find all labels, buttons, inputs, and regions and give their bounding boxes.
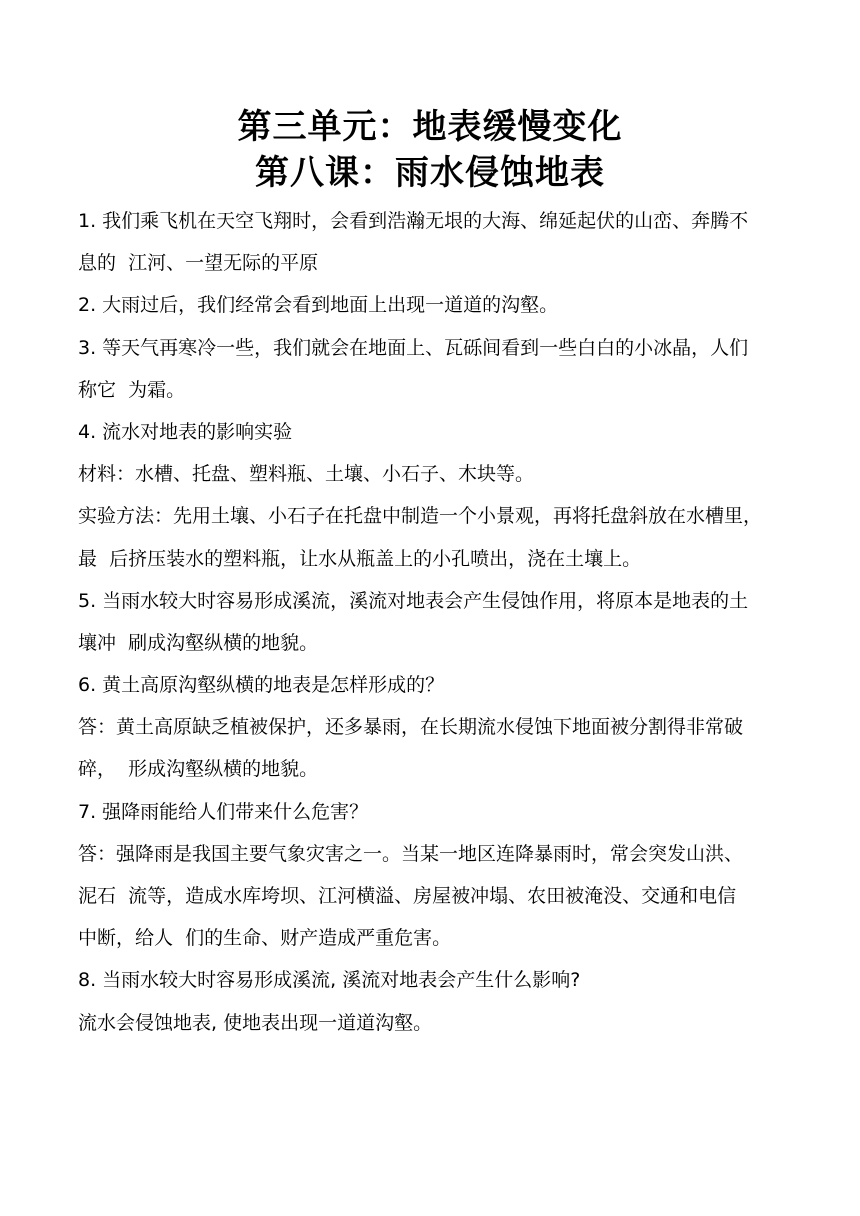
text-line: 中断，给人 们的生命、财产造成严重危害。 [78, 927, 452, 950]
text-line: 称它 为霜。 [78, 378, 186, 401]
text-line: 4. 流水对地表的影响实验 [78, 420, 293, 443]
text-line: 7. 强降雨能给人们带来什么危害？ [78, 800, 369, 823]
text-line: 8. 当雨水较大时容易形成溪流, 溪流对地表会产生什么影响? [78, 969, 581, 992]
text-line: 3. 等天气再寒冷一些，我们就会在地面上、瓦砾间看到一些白白的小冰晶，人们 [78, 336, 749, 359]
text-line: 息的 江河、一望无际的平原 [78, 252, 319, 275]
text-line: 材料：水槽、托盘、塑料瓶、土壤、小石子、木块等。 [78, 463, 535, 486]
body-text [78, 200, 790, 1044]
text-line: 答：黄土高原缺乏植被保护，还多暴雨，在长期流水侵蚀下地面被分割得非常破 [78, 716, 744, 739]
unit-title: 第三单元：地表缓慢变化 [237, 107, 623, 147]
text-line: 5. 当雨水较大时容易形成溪流，溪流对地表会产生侵蚀作用，将原本是地表的土 [78, 589, 749, 612]
text-line: 答：强降雨是我国主要气象灾害之一。当某一地区连降暴雨时，常会突发山洪、 [78, 842, 744, 865]
text-line: 最 后挤压装水的塑料瓶，让水从瓶盖上的小孔喷出，浇在土壤上。 [78, 547, 642, 570]
text-line: 壤冲 刷成沟壑纵横的地貌。 [78, 631, 319, 654]
text-line: 泥石 流等，造成水库垮坝、江河横溢、房屋被冲塌、农田被淹没、交通和电信 [78, 885, 737, 907]
lesson-title: 第八课：雨水侵蚀地表 [255, 153, 605, 193]
text-line: 2. 大雨过后，我们经常会看到地面上出现一道道的沟壑。 [78, 294, 559, 317]
text-line: 1. 我们乘飞机在天空飞翔时，会看到浩瀚无垠的大海、绵延起伏的山峦、奔腾不 [78, 210, 749, 232]
text-line: 6. 黄土高原沟壑纵横的地表是怎样形成的？ [78, 674, 445, 697]
text-line: 碎， 形成沟壑纵横的地貌。 [78, 758, 319, 781]
text-line: 流水会侵蚀地表, 使地表出现一道道沟壑。 [78, 1011, 433, 1034]
text-line: 实验方法：先用土壤、小石子在托盘中制造一个小景观，再将托盘斜放在水槽里， [78, 505, 763, 528]
